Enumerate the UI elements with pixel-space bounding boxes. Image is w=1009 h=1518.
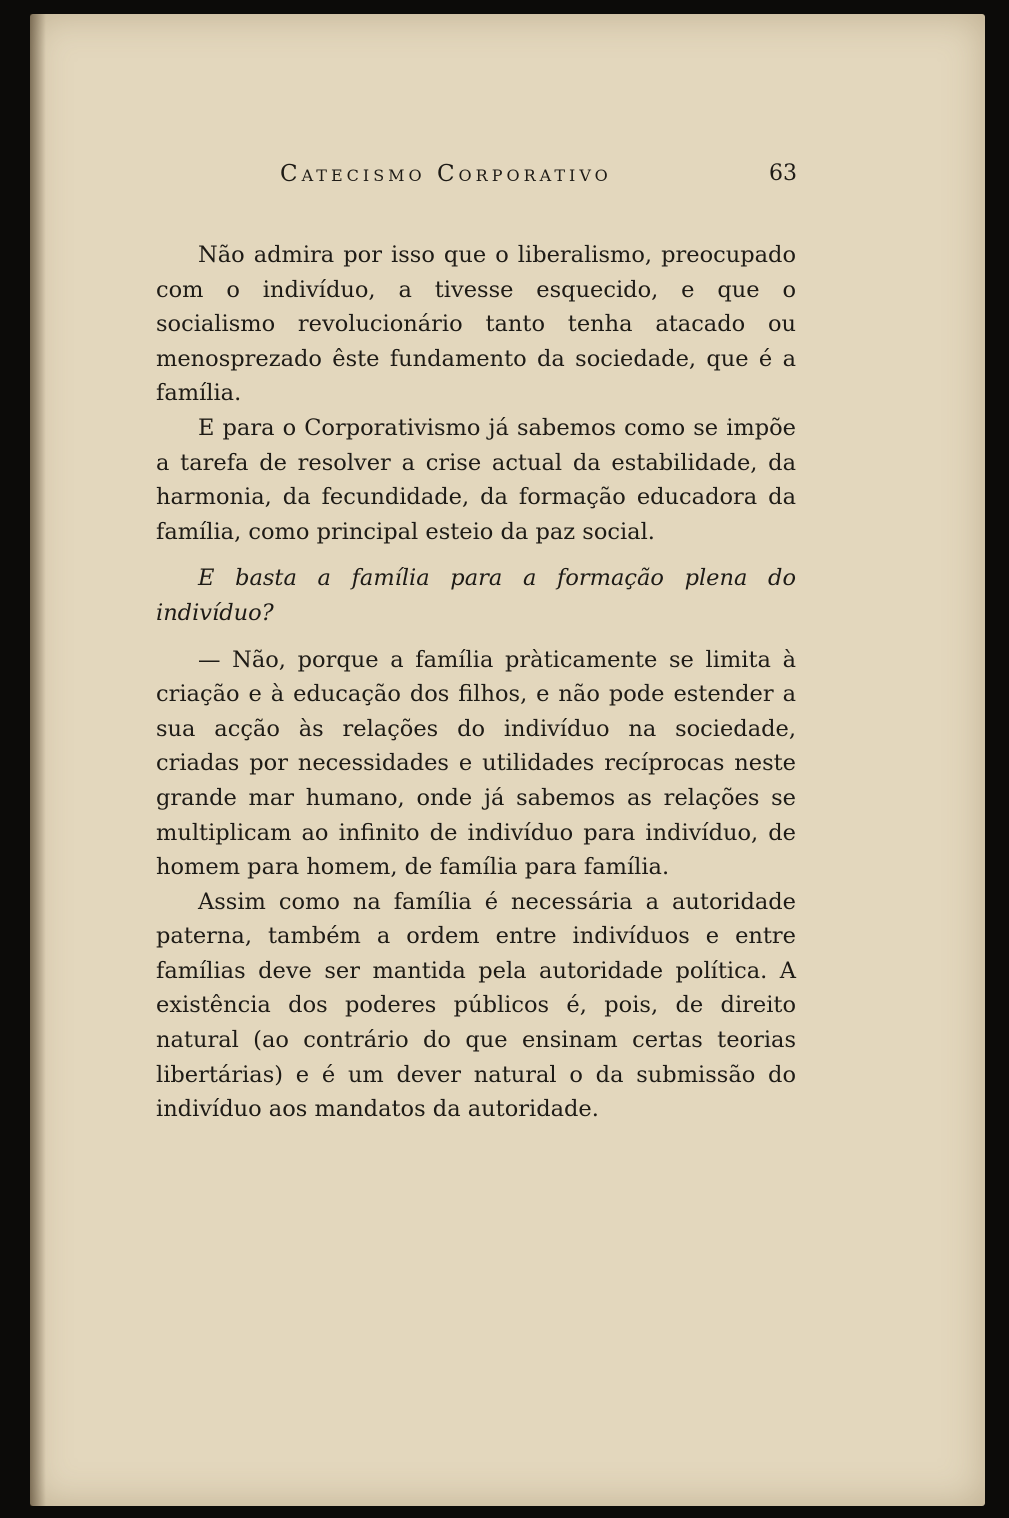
book-page: [30, 14, 985, 1506]
body-text: [156, 238, 796, 1127]
paragraph-answer: — Não, porque a família pràticamente se limita à criação e à educação dos filhos, e não pode estender a sua acção às relações do indivíduo na sociedade, criadas por necessidades e utilidades recíprocas neste grande mar humano, onde já sabemos as relações se multiplicam ao infinito de indivíduo para indivíduo, de homem para homem, de família para família.: [156, 646, 796, 881]
page-number: 63: [769, 161, 797, 186]
catechism-question: E basta a família para a formação plena do indivíduo?: [156, 565, 796, 626]
paragraph-4: Assim como na família é necessária a autoridade paterna, também a ordem entre indivíduos e entre famílias deve ser mantida pela autoridade política. A existência dos poderes públicos é, pois, de direito natural (ao contrário do que ensinam certas teorias libertárias) e é um dever natural o da submissão do indivíduo aos mandatos da autoridade.: [156, 888, 796, 1123]
gutter-shadow: [30, 14, 46, 1506]
running-title: Catecismo Corporativo: [280, 161, 612, 187]
running-head: [30, 161, 985, 191]
paragraph-1: Não admira por isso que o liberalismo, preocupado com o indivíduo, a tivesse esquecido, e que o socialismo revolucionário tanto tenha atacado ou menosprezado êste fundamento da sociedade, que é a família.: [156, 242, 796, 407]
paragraph-2: E para o Corporativismo já sabemos como se impõe a tarefa de resolver a crise actual da estabilidade, da harmonia, da fecundidade, da formação educadora da família, como principal esteio da paz social.: [156, 414, 796, 545]
